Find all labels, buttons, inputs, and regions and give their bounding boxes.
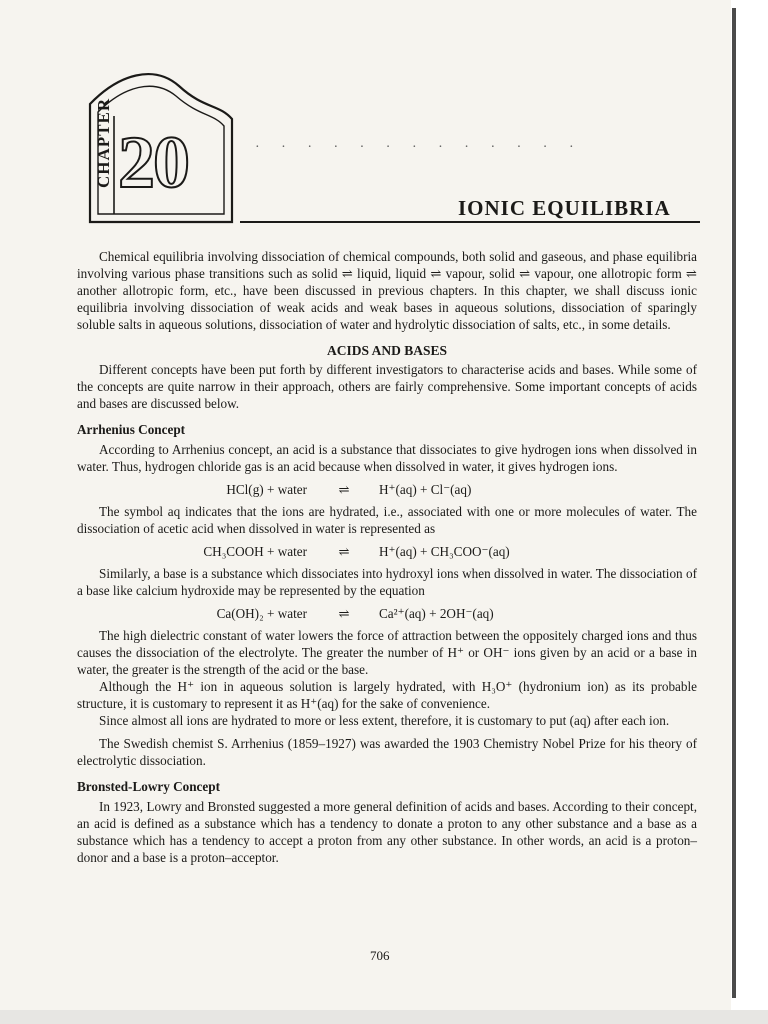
arrhenius-paragraph-1: According to Arrhenius concept, an acid is a substance that dissociates to give hydrogen ions when dissolved in water. Thus, hydrogen chloride gas is an acid because when dissolved in water, it gives hydrogen ions. — [77, 442, 697, 474]
arrhenius-paragraph-5: Although the H⁺ ion in aqueous solution is largely hydrated, with H₃O⁺ (hydronium ion) as its probable structure, it is customary to represent it as H⁺(aq) for the sake of convenience. — [77, 679, 697, 711]
equation-acetic-acid — [77, 543, 697, 560]
scan-bottom-band — [0, 1010, 768, 1024]
equilibrium-arrow-icon: ⇌ — [338, 544, 348, 559]
arrhenius-paragraph-4: The high dielectric constant of water lowers the force of attraction between the oppositely charged ions and thus causes the dissociation of the electrolyte. The greater the number of H⁺ or OH⁻ ions given by an acid or a base in water, the greater is the strength of the acid or the base. — [77, 628, 697, 677]
equation-left: Ca(OH)₂ + water — [216, 606, 307, 621]
page-number: 706 — [370, 948, 390, 963]
bronsted-heading: Bronsted-Lowry Concept — [77, 779, 220, 794]
equation-right: Ca²⁺(aq) + 2OH⁻(aq) — [379, 606, 494, 621]
binding-edge — [732, 8, 736, 998]
equilibrium-arrow-icon: ⇌ — [338, 606, 348, 621]
equation-right: H⁺(aq) + Cl⁻(aq) — [379, 482, 472, 497]
acids-bases-heading: ACIDS AND BASES — [326, 343, 448, 358]
chapter-title: IONIC EQUILIBRIA — [458, 196, 671, 220]
intro-paragraph: Chemical equilibria involving dissociation of chemical compounds, both solid and gaseous, and phase equilibria involving various phase transitions such as solid ⇌ liquid, liquid ⇌ vapour, solid ⇌ vapour, one allotropic form ⇌ another allotropic form, etc., have been discussed in previous chapters. In this chapter, we shall discuss ionic equilibria involving dissociation of weak acids and weak bases in aqueous solutions, dissociation of sparingly soluble salts in aqueous solutions, dissociation of water and hydrolytic dissociation of salts, etc., in some details. — [77, 249, 697, 332]
equation-left: CH₃COOH + water — [203, 544, 307, 559]
equation-calcium-hydroxide — [77, 605, 697, 622]
page-margin-strip — [731, 0, 768, 1024]
acids-bases-paragraph: Different concepts have been put forth by different investigators to characterise acids and bases. While some of the concepts are quite narrow in their approach, others are fairly comprehensive. Some important concepts of acids and bases are discussed below. — [77, 362, 697, 411]
arrhenius-heading: Arrhenius Concept — [77, 422, 186, 437]
decorative-dots: · · · · · · · · · · · · · — [255, 140, 583, 155]
arrhenius-paragraph-2: The symbol aq indicates that the ions are hydrated, i.e., associated with one or more molecules of water. The dissociation of acetic acid when dissolved in water is represented as — [77, 504, 697, 536]
arrhenius-footnote: The Swedish chemist S. Arrhenius (1859–1927) was awarded the 1903 Chemistry Nobel Prize for his theory of electrolytic dissociation. — [77, 736, 697, 768]
page-content — [77, 248, 697, 866]
chapter-number: 20 — [118, 122, 188, 204]
arrhenius-paragraph-6: Since almost all ions are hydrated to more or less extent, therefore, it is customary to put (aq) after each ion. — [99, 713, 670, 728]
equation-hcl — [77, 481, 697, 498]
title-rule — [240, 221, 700, 223]
equation-right: H⁺(aq) + CH₃COO⁻(aq) — [379, 544, 510, 559]
equation-left: HCl(g) + water — [226, 482, 307, 497]
bronsted-paragraph: In 1923, Lowry and Bronsted suggested a more general definition of acids and bases. According to their concept, an acid is defined as a substance which has a tendency to donate a proton to any other substance and a base as a substance which has a tendency to accept a proton from any other substance. In other words, an acid is a proton–donor and a base is a proton–acceptor. — [77, 799, 697, 865]
equilibrium-arrow-icon: ⇌ — [338, 482, 348, 497]
chapter-label: CHAPTER — [94, 97, 113, 188]
arrhenius-paragraph-3: Similarly, a base is a substance which dissociates into hydroxyl ions when dissolved in water. The dissociation of a base like calcium hydroxide may be represented by the equation — [77, 566, 697, 598]
